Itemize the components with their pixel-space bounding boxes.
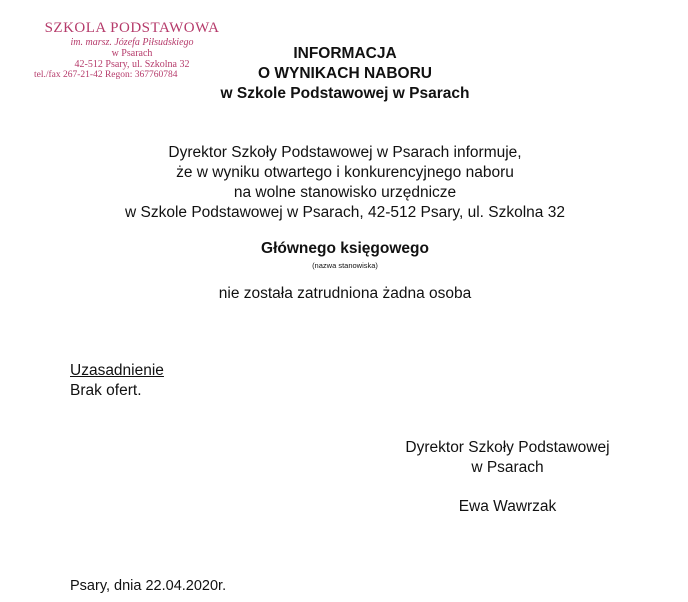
signature-block bbox=[380, 438, 635, 517]
stamp-contact: tel./fax 267-21-42 Regon: 367760784 bbox=[34, 70, 178, 81]
justification-text: Brak ofert. bbox=[70, 382, 142, 400]
position-note: (nazwa stanowiska) bbox=[312, 261, 378, 270]
intro-line-2: że w wyniku otwartego i konkurencyjnego naboru bbox=[176, 164, 514, 182]
heading-line-3: w Szkole Podstawowej w Psarach bbox=[220, 85, 470, 103]
intro-line-3: na wolne stanowisko urzędnicze bbox=[233, 184, 457, 202]
signature-role-line-1: Dyrektor Szkoły Podstawowej bbox=[405, 439, 610, 456]
intro-line-1: Dyrektor Szkoły Podstawowej w Psarach informuje, bbox=[168, 144, 522, 161]
stamp-town: w Psarach bbox=[111, 47, 153, 59]
heading-line-1: INFORMACJA bbox=[293, 45, 397, 62]
justification-section bbox=[70, 361, 164, 401]
result-statement: nie została zatrudniona żadna osoba bbox=[218, 285, 472, 302]
stamp-title: SZKOLA PODSTAWOWA bbox=[44, 20, 220, 36]
intro-paragraph bbox=[40, 143, 650, 224]
place-date: Psary, dnia 22.04.2020r. bbox=[70, 578, 227, 594]
heading-line-2: O WYNIKACH NABORU bbox=[258, 65, 432, 83]
stamp-patron: im. marsz. Józefa Piłsudskiego bbox=[70, 36, 194, 48]
stamp-address: 42-512 Psary, ul. Szkolna 32 bbox=[74, 59, 190, 71]
intro-line-4: w Szkole Podstawowej w Psarach, 42-512 Psary, ul. Szkolna 32 bbox=[125, 204, 565, 222]
signature-name: Ewa Wawrzak bbox=[458, 498, 557, 516]
document-heading bbox=[190, 44, 500, 104]
signature-role-line-2: w Psarach bbox=[471, 459, 544, 477]
position-name: Głównego księgowego bbox=[261, 240, 429, 257]
justification-title: Uzasadnienie bbox=[70, 362, 164, 379]
